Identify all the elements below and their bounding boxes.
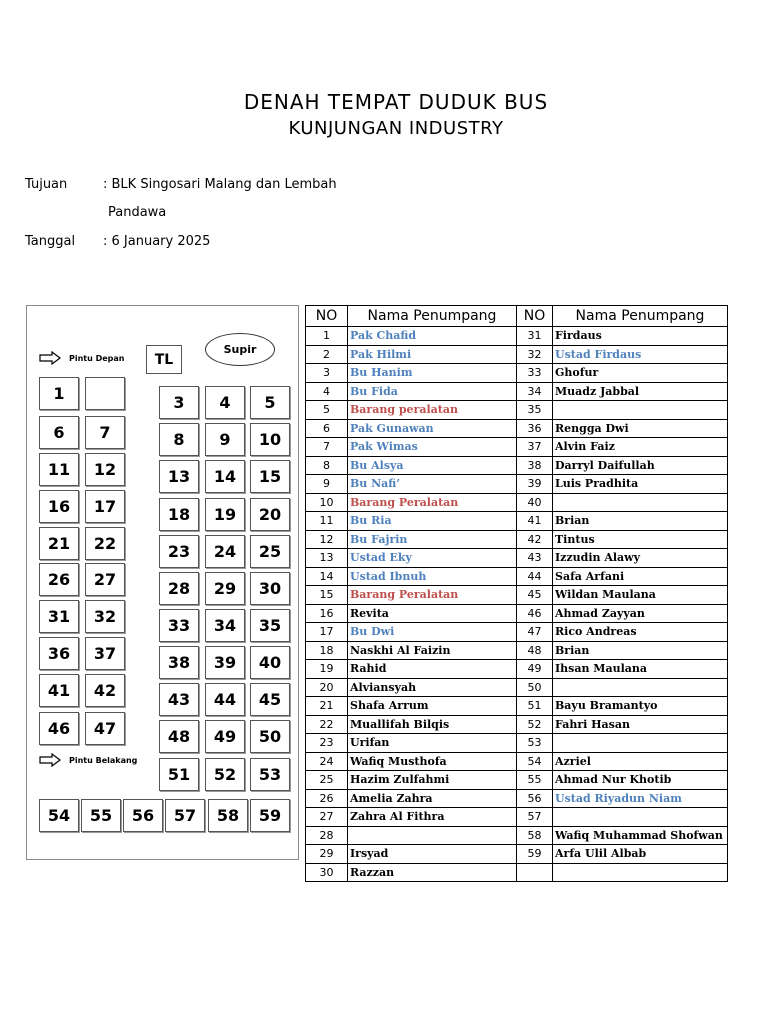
table-row <box>306 752 728 771</box>
seat-number-cell: 38 <box>517 456 553 475</box>
passenger-name-cell: Luis Pradhita <box>553 475 728 494</box>
tujuan-value: : BLK Singosari Malang dan Lembah <box>103 177 337 192</box>
passenger-name-cell: Muallifah Bilqis <box>348 715 517 734</box>
passenger-name-cell: Barang Peralatan <box>348 493 517 512</box>
table-row <box>306 697 728 716</box>
seat-40: 40 <box>250 646 290 679</box>
passenger-name-cell: Brian <box>553 641 728 660</box>
table-row <box>306 789 728 808</box>
passenger-name-cell: Izzudin Alawy <box>553 549 728 568</box>
passenger-name-cell: Brian <box>553 512 728 531</box>
seat-24: 24 <box>205 535 245 568</box>
seat-number-cell: 24 <box>306 752 348 771</box>
passenger-name-cell: Pak Gunawan <box>348 419 517 438</box>
col-header-no-left: NO <box>306 306 348 327</box>
passenger-name-cell <box>348 826 517 845</box>
tanggal-row <box>25 234 365 254</box>
seat-20: 20 <box>250 498 290 531</box>
seat-44: 44 <box>205 683 245 716</box>
passenger-name-cell: Rahid <box>348 660 517 679</box>
seat-56: 56 <box>123 799 163 832</box>
seat-number-cell: 54 <box>517 752 553 771</box>
seat-number-cell: 32 <box>517 345 553 364</box>
seat-number-cell: 47 <box>517 623 553 642</box>
passenger-name-cell: Wildan Maulana <box>553 586 728 605</box>
seat-number-cell: 5 <box>306 401 348 420</box>
passenger-name-cell: Barang Peralatan <box>348 586 517 605</box>
col-header-name-right: Nama Penumpang <box>553 306 728 327</box>
passenger-name-cell: Razzan <box>348 863 517 882</box>
table-row <box>306 512 728 531</box>
seat-number-cell: 46 <box>517 604 553 623</box>
table-row <box>306 567 728 586</box>
passenger-name-cell: Ihsan Maulana <box>553 660 728 679</box>
seat-51: 51 <box>159 758 199 791</box>
passenger-name-cell: Safa Arfani <box>553 567 728 586</box>
table-row <box>306 475 728 494</box>
seat-number-cell: 39 <box>517 475 553 494</box>
passenger-name-cell: Bu Hanim <box>348 364 517 383</box>
table-row <box>306 808 728 827</box>
passenger-name-cell: Wafiq Musthofa <box>348 752 517 771</box>
seat-32: 32 <box>85 600 125 633</box>
passenger-name-cell: Irsyad <box>348 845 517 864</box>
table-row <box>306 401 728 420</box>
document-title: DENAH TEMPAT DUDUK BUS <box>243 90 549 114</box>
passenger-name-cell <box>553 493 728 512</box>
seat-43: 43 <box>159 683 199 716</box>
passenger-name-cell: Muadz Jabbal <box>553 382 728 401</box>
passenger-name-cell: Shafa Arrum <box>348 697 517 716</box>
seat-22: 22 <box>85 527 125 560</box>
seat-number-cell: 9 <box>306 475 348 494</box>
table-row <box>306 586 728 605</box>
seat-21: 21 <box>39 527 79 560</box>
table-row <box>306 530 728 549</box>
seat-37: 37 <box>85 637 125 670</box>
table-row <box>306 845 728 864</box>
table-row <box>306 456 728 475</box>
seat-number-cell: 56 <box>517 789 553 808</box>
table-row <box>306 863 728 882</box>
seat-number-cell: 12 <box>306 530 348 549</box>
seat-number-cell: 27 <box>306 808 348 827</box>
seat-23: 23 <box>159 535 199 568</box>
passenger-name-cell: Bu Alsya <box>348 456 517 475</box>
passenger-name-cell: Ghofur <box>553 364 728 383</box>
seat-15: 15 <box>250 460 290 493</box>
passenger-name-cell: Ahmad Nur Khotib <box>553 771 728 790</box>
seat-number-cell: 42 <box>517 530 553 549</box>
passenger-name-cell: Darryl Daifullah <box>553 456 728 475</box>
seat-number-cell: 41 <box>517 512 553 531</box>
passenger-name-cell <box>553 401 728 420</box>
seat-number-cell: 36 <box>517 419 553 438</box>
table-header-row <box>306 306 728 327</box>
seat-58: 58 <box>208 799 248 832</box>
tujuan-row-2 <box>25 205 365 225</box>
seat-number-cell: 28 <box>306 826 348 845</box>
seat-number-cell: 4 <box>306 382 348 401</box>
seat-empty <box>85 377 125 410</box>
seat-number-cell: 34 <box>517 382 553 401</box>
seat-55: 55 <box>81 799 121 832</box>
seat-7: 7 <box>85 416 125 449</box>
passenger-name-cell: Arfa Ulil Albab <box>553 845 728 864</box>
col-header-no-right: NO <box>517 306 553 327</box>
seat-53: 53 <box>250 758 290 791</box>
passenger-name-cell: Firdaus <box>553 327 728 346</box>
passenger-name-cell: Hazim Zulfahmi <box>348 771 517 790</box>
seat-number-cell: 50 <box>517 678 553 697</box>
seat-number-cell: 1 <box>306 327 348 346</box>
seat-49: 49 <box>205 720 245 753</box>
passenger-name-cell: Bu Nafi’ <box>348 475 517 494</box>
passenger-name-cell: Rico Andreas <box>553 623 728 642</box>
tanggal-label: Tanggal <box>25 234 76 249</box>
passenger-name-cell <box>553 734 728 753</box>
seat-13: 13 <box>159 460 199 493</box>
bus-seat-map <box>26 305 299 860</box>
tour-leader-seat: TL <box>146 345 182 374</box>
seat-14: 14 <box>205 460 245 493</box>
seat-number-cell: 13 <box>306 549 348 568</box>
seat-number-cell: 58 <box>517 826 553 845</box>
seat-number-cell: 48 <box>517 641 553 660</box>
passenger-name-cell: Azriel <box>553 752 728 771</box>
passenger-name-cell <box>553 678 728 697</box>
seat-number-cell: 44 <box>517 567 553 586</box>
table-row <box>306 660 728 679</box>
seat-54: 54 <box>39 799 79 832</box>
passenger-name-cell: Alvin Faiz <box>553 438 728 457</box>
passenger-name-cell: Amelia Zahra <box>348 789 517 808</box>
table-row <box>306 345 728 364</box>
table-row <box>306 678 728 697</box>
driver-seat: Supir <box>205 333 275 366</box>
passenger-name-cell: Ustad Ibnuh <box>348 567 517 586</box>
seat-29: 29 <box>205 572 245 605</box>
seat-45: 45 <box>250 683 290 716</box>
seat-number-cell: 52 <box>517 715 553 734</box>
passenger-name-cell: Revita <box>348 604 517 623</box>
passenger-name-cell: Rengga Dwi <box>553 419 728 438</box>
seat-number-cell: 22 <box>306 715 348 734</box>
seat-number-cell: 19 <box>306 660 348 679</box>
seat-52: 52 <box>205 758 245 791</box>
table-row <box>306 826 728 845</box>
seat-number-cell: 18 <box>306 641 348 660</box>
seat-number-cell: 35 <box>517 401 553 420</box>
seat-4: 4 <box>205 386 245 419</box>
seat-number-cell: 16 <box>306 604 348 623</box>
passenger-name-cell: Ahmad Zayyan <box>553 604 728 623</box>
seat-25: 25 <box>250 535 290 568</box>
table-row <box>306 604 728 623</box>
passenger-name-cell: Ustad Firdaus <box>553 345 728 364</box>
seat-41: 41 <box>39 674 79 707</box>
seat-10: 10 <box>250 423 290 456</box>
seat-number-cell: 55 <box>517 771 553 790</box>
seat-48: 48 <box>159 720 199 753</box>
table-row <box>306 327 728 346</box>
seat-number-cell: 11 <box>306 512 348 531</box>
rear-door <box>39 753 137 767</box>
seat-47: 47 <box>85 712 125 745</box>
seat-number-cell: 57 <box>517 808 553 827</box>
tanggal-value: : 6 January 2025 <box>103 234 211 249</box>
table-row <box>306 623 728 642</box>
rear-door-label: Pintu Belakang <box>69 755 138 765</box>
seat-34: 34 <box>205 609 245 642</box>
seat-11: 11 <box>39 453 79 486</box>
col-header-name-left: Nama Penumpang <box>348 306 517 327</box>
seat-5: 5 <box>250 386 290 419</box>
table-row <box>306 549 728 568</box>
passenger-table <box>305 305 728 882</box>
seat-17: 17 <box>85 490 125 523</box>
tujuan-label: Tujuan <box>25 177 68 192</box>
seat-8: 8 <box>159 423 199 456</box>
seat-number-cell: 45 <box>517 586 553 605</box>
seat-number-cell: 3 <box>306 364 348 383</box>
passenger-name-cell: Zahra Al Fithra <box>348 808 517 827</box>
passenger-name-cell: Ustad Riyadun Niam <box>553 789 728 808</box>
front-door <box>39 351 125 365</box>
table-row <box>306 382 728 401</box>
passenger-name-cell: Bu Dwi <box>348 623 517 642</box>
seat-number-cell: 59 <box>517 845 553 864</box>
seat-number-cell: 17 <box>306 623 348 642</box>
table-row <box>306 641 728 660</box>
seat-50: 50 <box>250 720 290 753</box>
seat-46: 46 <box>39 712 79 745</box>
passenger-name-cell: Fahri Hasan <box>553 715 728 734</box>
table-row <box>306 734 728 753</box>
table-row <box>306 715 728 734</box>
passenger-name-cell: Alviansyah <box>348 678 517 697</box>
seat-18: 18 <box>159 498 199 531</box>
seat-9: 9 <box>205 423 245 456</box>
passenger-name-cell: Ustad Eky <box>348 549 517 568</box>
front-door-arrow-icon <box>39 351 61 365</box>
passenger-name-cell: Tintus <box>553 530 728 549</box>
seat-38: 38 <box>159 646 199 679</box>
seat-number-cell: 40 <box>517 493 553 512</box>
seat-number-cell: 25 <box>306 771 348 790</box>
table-row <box>306 771 728 790</box>
front-door-label: Pintu Depan <box>69 353 125 363</box>
seat-number-cell: 2 <box>306 345 348 364</box>
seat-number-cell: 37 <box>517 438 553 457</box>
seat-3: 3 <box>159 386 199 419</box>
table-row <box>306 438 728 457</box>
passenger-name-cell: Bu Fida <box>348 382 517 401</box>
seat-number-cell: 31 <box>517 327 553 346</box>
passenger-name-cell: Urifan <box>348 734 517 753</box>
rear-door-arrow-icon <box>39 753 61 767</box>
seat-19: 19 <box>205 498 245 531</box>
passenger-name-cell <box>553 863 728 882</box>
passenger-name-cell: Naskhi Al Faizin <box>348 641 517 660</box>
seat-30: 30 <box>250 572 290 605</box>
seat-number-cell: 26 <box>306 789 348 808</box>
seat-16: 16 <box>39 490 79 523</box>
passenger-name-cell: Pak Wimas <box>348 438 517 457</box>
passenger-name-cell: Bu Ria <box>348 512 517 531</box>
seat-number-cell: 7 <box>306 438 348 457</box>
seat-39: 39 <box>205 646 245 679</box>
seat-number-cell: 21 <box>306 697 348 716</box>
seat-57: 57 <box>165 799 205 832</box>
table-row <box>306 364 728 383</box>
seat-number-cell: 49 <box>517 660 553 679</box>
table-row <box>306 493 728 512</box>
seat-number-cell: 10 <box>306 493 348 512</box>
table-row <box>306 419 728 438</box>
seat-number-cell: 30 <box>306 863 348 882</box>
passenger-name-cell: Pak Chafid <box>348 327 517 346</box>
seat-number-cell: 33 <box>517 364 553 383</box>
passenger-name-cell: Bu Fajrin <box>348 530 517 549</box>
seat-number-cell: 51 <box>517 697 553 716</box>
seat-number-cell: 20 <box>306 678 348 697</box>
passenger-name-cell <box>553 808 728 827</box>
seat-number-cell: 15 <box>306 586 348 605</box>
seat-31: 31 <box>39 600 79 633</box>
tujuan-value-2: Pandawa <box>108 205 167 220</box>
seat-number-cell: 14 <box>306 567 348 586</box>
tujuan-row <box>25 177 365 197</box>
passenger-name-cell: Bayu Bramantyo <box>553 697 728 716</box>
passenger-name-cell: Barang peralatan <box>348 401 517 420</box>
seat-number-cell: 29 <box>306 845 348 864</box>
seat-1: 1 <box>39 377 79 410</box>
passenger-name-cell: Pak Hilmi <box>348 345 517 364</box>
seat-27: 27 <box>85 563 125 596</box>
seat-59: 59 <box>250 799 290 832</box>
seat-12: 12 <box>85 453 125 486</box>
seat-number-cell: 6 <box>306 419 348 438</box>
document-subtitle: KUNJUNGAN INDUSTRY <box>288 118 504 139</box>
seat-number-cell: 23 <box>306 734 348 753</box>
seat-42: 42 <box>85 674 125 707</box>
seat-number-cell: 8 <box>306 456 348 475</box>
seat-number-cell <box>517 863 553 882</box>
seat-number-cell: 53 <box>517 734 553 753</box>
seat-35: 35 <box>250 609 290 642</box>
seat-number-cell: 43 <box>517 549 553 568</box>
seat-26: 26 <box>39 563 79 596</box>
passenger-name-cell: Wafiq Muhammad Shofwan <box>553 826 728 845</box>
seat-33: 33 <box>159 609 199 642</box>
seat-6: 6 <box>39 416 79 449</box>
seat-28: 28 <box>159 572 199 605</box>
seat-36: 36 <box>39 637 79 670</box>
